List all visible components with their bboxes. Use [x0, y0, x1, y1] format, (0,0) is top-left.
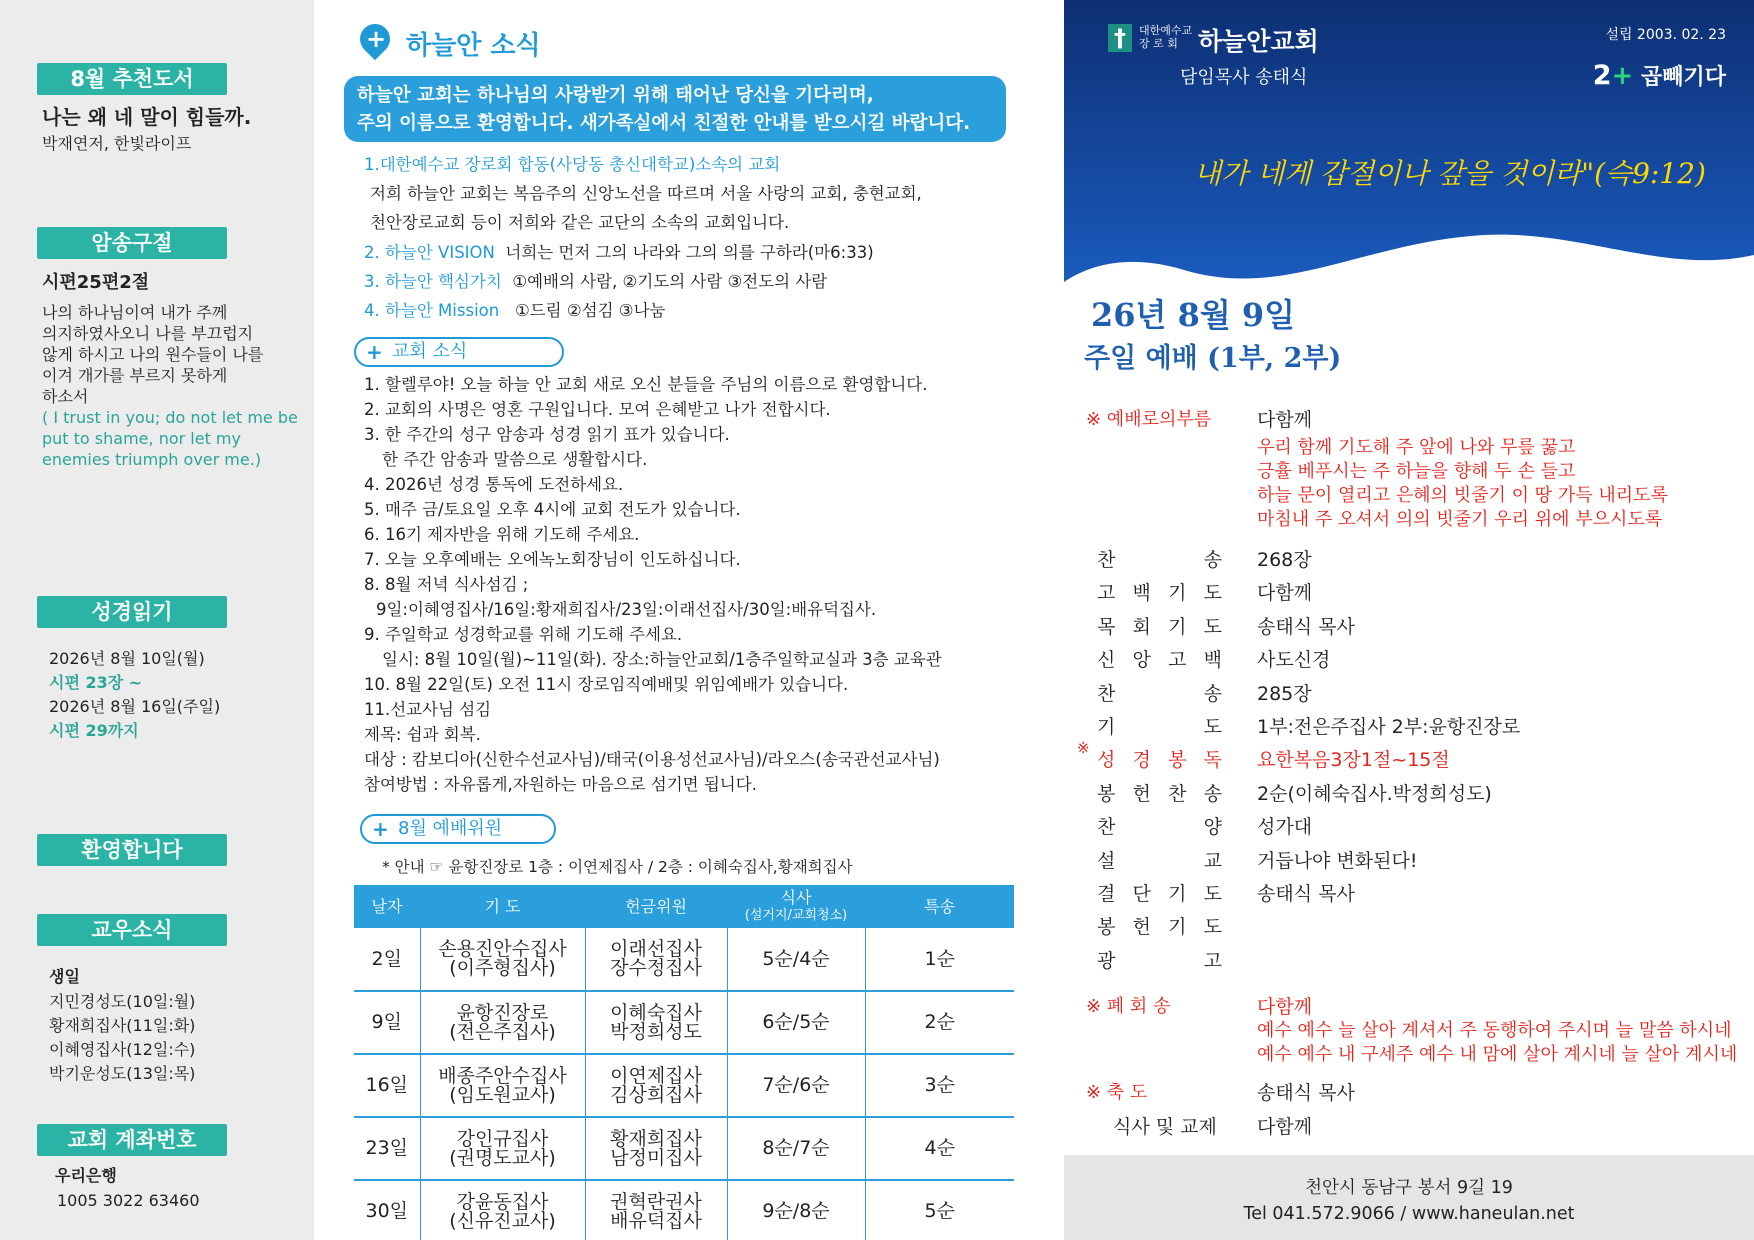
order-label-char: 경 [1132, 749, 1151, 772]
order-row-benediction [1064, 1078, 1754, 1111]
slogan [1593, 60, 1726, 91]
header-meal-sub: (설거지/교회청소) [744, 907, 848, 923]
cell-offering-text: 권혁란권사 [610, 1190, 702, 1213]
memory-line: 나의 하나님이여 내가 주께 [42, 303, 228, 322]
cell-offering-text: 김상희집사 [610, 1083, 702, 1106]
news-item: 대상 : 캄보디아(신한수선교사님)/태국(이용성선교사님)/라오스(송국관선교사님) [364, 750, 940, 769]
middle-column [314, 0, 1064, 1240]
plus-icon: + [365, 25, 387, 53]
order-label-char: 양 [1203, 816, 1222, 839]
order-label [1097, 578, 1222, 605]
cell-date-text: 9일 [371, 1011, 402, 1033]
order-label-char: 단 [1132, 883, 1151, 905]
table-row [354, 1180, 1014, 1240]
core-values-line [364, 271, 827, 293]
order-label-char: 목 [1097, 615, 1116, 638]
order-row [1064, 712, 1754, 745]
cell-date [354, 1054, 420, 1117]
birthday-item: 황재희집사(11일:화) [49, 1016, 196, 1035]
account-number: 1005 3022 63460 [57, 1191, 200, 1210]
order-row [1064, 912, 1754, 945]
lyric-line: 우리 함께 기도해 주 앞에 나와 무릎 꿇고 [1257, 437, 1576, 458]
cell-offering-text: 박정희성도 [610, 1020, 702, 1043]
order-label-char: 찬 [1097, 816, 1116, 839]
order-row [1064, 679, 1754, 712]
header-choir: 특송 [865, 885, 1014, 928]
order-label: ※ 예배로의부름 [1086, 409, 1212, 430]
founded-date: 설립 2003. 02. 23 [1605, 27, 1726, 43]
cell-date [354, 991, 420, 1054]
order-label-char: 앙 [1132, 649, 1151, 672]
reading-plan [49, 647, 220, 743]
intro-banner [344, 76, 1006, 142]
lyric-line: 하늘 문이 열리고 은혜의 빗줄기 이 땅 가득 내리도록 [1257, 485, 1668, 506]
order-label-char: 찬 [1097, 549, 1116, 571]
book-badge: 8월 추천도서 [37, 63, 227, 95]
cell-meal-text: 7순/6순 [762, 1074, 830, 1096]
cell-prayer [420, 928, 585, 991]
duty-table [354, 885, 1014, 1240]
contact-info: Tel 041.572.9066 / www.haneulan.net [1243, 1204, 1575, 1224]
account-badge: 교회 계좌번호 [37, 1124, 227, 1156]
news-item: 7. 오늘 오후예배는 오에녹노회장님이 인도하십니다. [364, 550, 741, 569]
cross-logo-icon: † [1108, 24, 1132, 52]
cell-prayer [420, 1180, 585, 1240]
news-item: 6. 16기 제자반을 위해 기도해 주세요. [364, 525, 640, 544]
order-label-char: 도 [1203, 916, 1222, 939]
table-row [354, 1054, 1014, 1117]
order-label-char: 고 [1168, 649, 1187, 672]
memory-ref: 시편25편2절 [42, 272, 150, 293]
church-news-pill [354, 337, 564, 367]
cell-prayer-text: (이주형집사) [449, 957, 556, 979]
denomination-label [1139, 24, 1192, 50]
cell-offering-text: 이연제집사 [610, 1064, 702, 1087]
birthday-item: 지민경성도(10일:월) [49, 992, 196, 1011]
cell-choir [865, 1117, 1014, 1180]
order-label [1097, 779, 1222, 806]
header-offering: 헌금위원 [585, 885, 727, 928]
header-meal [727, 885, 865, 928]
required-mark: ※ [1077, 739, 1090, 758]
news-item: 5. 매주 금/토요일 오후 4시에 교회 전도가 있습니다. [364, 500, 741, 519]
reading-badge: 성경읽기 [37, 596, 227, 628]
news-item: 4. 2026년 성경 통독에 도전하세요. [364, 475, 624, 494]
about-line: 천안장로교회 등이 저희와 같은 교단의 소속의 교회입니다. [370, 213, 790, 232]
table-row [354, 928, 1014, 991]
order-label-char: 송 [1203, 782, 1222, 805]
order-label-char: 백 [1203, 649, 1222, 672]
closing-lyrics [1257, 1019, 1737, 1067]
order-value: 다함께 [1257, 409, 1313, 431]
cell-offering-text: 이혜숙집사 [610, 1001, 702, 1024]
intro-line: 하늘안 교회는 하나님의 사랑받기 위해 태어난 당신을 기다리며, [357, 85, 874, 106]
birthday-item: 박기운성도(13일:목) [49, 1064, 196, 1083]
order-row-call [1064, 405, 1754, 438]
reading-from-date: 2026년 8월 10일(월) [49, 649, 205, 668]
order-value: 다함께 [1257, 1116, 1313, 1138]
reading-to-ref: 시편 29까지 [49, 721, 139, 740]
cell-date [354, 1180, 420, 1240]
cell-offering [585, 1054, 727, 1117]
news-item: 8. 8월 저녁 식사섬김 ; [364, 575, 529, 594]
cell-choir-text: 4순 [924, 1137, 955, 1159]
order-label: ※ 폐 회 송 [1086, 996, 1171, 1017]
cell-prayer [420, 991, 585, 1054]
cell-meal-text: 8순/7순 [762, 1137, 830, 1159]
cell-prayer-text: 강인규집사 [456, 1127, 549, 1150]
order-row [1064, 812, 1754, 845]
order-value: 송태식 목사 [1257, 615, 1355, 638]
cell-offering-text: 배유덕집사 [610, 1209, 702, 1232]
slogan-number: 2 [1592, 60, 1612, 91]
order-label-char: 도 [1203, 716, 1222, 738]
pastor-name: 담임목사 송태식 [1180, 67, 1308, 88]
slogan-text: 곱빼기다 [1640, 65, 1726, 90]
cell-date [354, 928, 420, 991]
order-label-char: 회 [1132, 615, 1151, 638]
order-value: 사도신경 [1257, 649, 1331, 672]
news-item: 9. 주일학교 성경학교를 위해 기도해 주세요. [364, 625, 683, 644]
call-lyrics [1257, 436, 1668, 532]
order-label-char: 결 [1097, 883, 1116, 905]
cell-offering [585, 928, 727, 991]
cell-prayer-text: (임도원교사) [449, 1083, 556, 1106]
cell-meal-text: 5순/4순 [762, 947, 830, 970]
cell-prayer-text: 손용진안수집사 [438, 938, 567, 960]
denomination-line: 대한예수교 [1139, 24, 1193, 37]
plus-icon: + [1611, 61, 1634, 91]
order-label-char: 교 [1203, 849, 1222, 872]
order-label [1097, 846, 1222, 873]
duty-note: * 안내 ☞ 윤항진장로 1층 : 이연제집사 / 2층 : 이혜숙집사,황재희집사 [382, 858, 853, 876]
news-item: 2. 교회의 사명은 영혼 구원입니다. 모여 은혜받고 나가 전합시다. [364, 400, 831, 419]
cell-offering-text: 이래선집사 [610, 938, 702, 960]
members-badge: 교우소식 [37, 914, 227, 946]
cell-prayer-text: (신유진교사) [449, 1209, 556, 1232]
order-row [1064, 879, 1754, 912]
cell-prayer-text: 강윤동집사 [456, 1190, 549, 1213]
order-label-char: 봉 [1097, 916, 1116, 939]
mission-value: ①드림 ②섬김 ③나눔 [514, 301, 666, 320]
cell-meal [727, 1180, 865, 1240]
right-column [1064, 0, 1754, 1240]
book-author: 박재연저, 한빛라이프 [42, 134, 192, 153]
service-title: 주일 예배 (1부, 2부) [1084, 343, 1342, 374]
order-label [1097, 912, 1222, 939]
order-label: 식사 및 교제 [1113, 1116, 1217, 1138]
order-label [1097, 612, 1222, 639]
memory-line: 이겨 개가를 부르지 못하게 [42, 366, 228, 385]
order-value: 다함께 [1257, 996, 1313, 1018]
cell-choir-text: 1순 [924, 947, 955, 970]
cell-meal [727, 1054, 865, 1117]
table-row [354, 1117, 1014, 1180]
cell-date-text: 16일 [365, 1074, 409, 1096]
cell-offering-text: 황재희집사 [610, 1127, 702, 1150]
theme-verse: 내가 네게 갑절이나 갚을 것이라"(슥9:12) [1194, 157, 1706, 190]
lyric-line: 마침내 주 오셔서 의의 빗줄기 우리 위에 부으시도록 [1257, 509, 1663, 530]
intro-line: 주의 이름으로 환영합니다. 새가족실에서 친절한 안내를 받으시길 바랍니다. [357, 113, 971, 134]
order-row [1064, 779, 1754, 812]
church-news-title: 교회 소식 [392, 341, 468, 362]
order-row [1064, 612, 1754, 645]
core-values-label: 3. 하늘안 핵심가치 [364, 272, 502, 291]
duty-pill [360, 814, 556, 844]
order-label [1097, 812, 1222, 839]
lyric-line: 예수 예수 늘 살아 계셔서 주 동행하여 주시며 늘 말씀 하시네 [1257, 1020, 1732, 1041]
reading-to-date: 2026년 8월 16일(주일) [49, 697, 221, 716]
cell-date-text: 30일 [365, 1200, 409, 1222]
cell-offering [585, 1117, 727, 1180]
order-label [1097, 645, 1222, 672]
reading-from-ref: 시편 23장 ~ [49, 673, 143, 692]
news-item: 1. 할렐루야! 오늘 하늘 안 교회 새로 오신 분들을 주님의 이름으로 환영합니다. [364, 375, 928, 394]
news-item: 일시: 8월 10일(월)~11일(화). 장소:하늘안교회/1층주일학교실과 3층 교육관 [382, 650, 942, 669]
cell-date-text: 2일 [371, 947, 402, 970]
memory-line: 않게 하시고 나의 원수들이 나를 [42, 345, 264, 364]
cell-choir [865, 1180, 1014, 1240]
order-label-char: 도 [1203, 883, 1222, 905]
order-value: 285장 [1257, 682, 1312, 705]
order-row [1064, 946, 1754, 979]
header-prayer: 기 도 [420, 885, 585, 928]
table-header-row [354, 885, 1014, 928]
order-value: 1부:전은주집사 2부:윤항진장로 [1257, 716, 1521, 738]
left-column [0, 0, 314, 1240]
memory-eng-line: put to shame, nor let my [42, 429, 241, 448]
cell-choir-text: 2순 [924, 1011, 955, 1033]
order-label-char: 기 [1168, 582, 1187, 605]
order-label [1097, 745, 1222, 772]
cell-date-text: 23일 [365, 1137, 409, 1159]
order-label-char: 헌 [1132, 782, 1151, 805]
memory-line: 의지하였사오니 나를 부끄럽지 [42, 324, 254, 343]
cell-choir [865, 928, 1014, 991]
order-row-meal [1064, 1112, 1754, 1145]
order-label-char: 헌 [1132, 916, 1151, 939]
birthday-list [49, 990, 195, 1086]
news-item: 한 주간 암송과 말씀으로 생활합시다. [382, 450, 648, 469]
order-label-char: 봉 [1168, 749, 1187, 772]
about-line: 저희 하늘안 교회는 복음주의 신앙노선을 따르며 서울 사랑의 교회, 충현교회, [370, 184, 922, 203]
news-item: 10. 8월 22일(토) 오전 11시 장로임직예배및 위임예배가 있습니다. [364, 675, 849, 694]
news-item: 9일:이혜영집사/16일:황재희집사/23일:이래선집사/30일:배유덕집사. [376, 600, 877, 619]
vision-line [364, 242, 874, 264]
birthday-label: 생일 [49, 967, 80, 986]
cell-meal-text: 9순/8순 [762, 1200, 830, 1222]
order-label-char: 기 [1168, 883, 1187, 905]
cell-prayer-text: (전은주집사) [449, 1020, 556, 1043]
order-label-char: 도 [1203, 582, 1222, 605]
cell-prayer [420, 1117, 585, 1180]
cell-meal [727, 1117, 865, 1180]
order-label-char: 도 [1203, 615, 1222, 638]
news-heading: 하늘안 소식 [406, 31, 541, 61]
church-name: 하늘안교회 [1198, 27, 1319, 56]
cell-meal-text: 6순/5순 [762, 1011, 830, 1033]
plus-icon: + [366, 340, 383, 364]
memory-eng-line: enemies triumph over me.) [42, 450, 262, 469]
order-label-char: 기 [1168, 916, 1187, 939]
order-row [1064, 739, 1754, 778]
order-label-char: 송 [1203, 682, 1222, 705]
news-item: 3. 한 주간의 성구 암송과 성경 읽기 표가 있습니다. [364, 425, 730, 444]
table-row [354, 991, 1014, 1054]
cell-choir-text: 3순 [924, 1074, 955, 1096]
address: 천안시 동남구 봉서 9길 19 [1305, 1178, 1513, 1198]
order-value: 송태식 목사 [1257, 1082, 1355, 1104]
cell-offering [585, 991, 727, 1054]
service-date: 26년 8월 9일 [1091, 296, 1296, 334]
order-label-char: 백 [1132, 582, 1151, 605]
memory-badge: 암송구절 [37, 227, 227, 259]
lyric-line: 예수 예수 내 구세주 예수 내 맘에 살아 계시네 늘 살아 계시네 [1257, 1044, 1738, 1065]
plus-icon: + [372, 817, 389, 841]
book-title: 나는 왜 네 말이 힘들까. [42, 105, 252, 129]
welcome-badge: 환영합니다 [37, 834, 227, 866]
order-row [1064, 645, 1754, 678]
order-row [1064, 578, 1754, 611]
cell-prayer-text: (권명도교사) [449, 1146, 556, 1169]
news-item: 제목: 쉼과 회복. [364, 725, 481, 744]
order-value: 요한복음3장1절~15절 [1257, 749, 1450, 772]
order-label-char: 찬 [1168, 782, 1187, 805]
birthday-item: 이혜영집사(12일:수) [49, 1040, 196, 1059]
lyric-line: 긍휼 베푸시는 주 하늘을 향해 두 손 들고 [1257, 461, 1576, 482]
cell-prayer [420, 1054, 585, 1117]
order-label-char: 찬 [1097, 682, 1116, 705]
cell-offering [585, 1180, 727, 1240]
header-meal-label: 식사 [780, 887, 812, 907]
order-label-char: 독 [1203, 749, 1222, 772]
cell-prayer-text: 윤항진장로 [456, 1001, 549, 1024]
duty-title: 8월 예배위원 [398, 818, 503, 839]
cell-offering-text: 남정미집사 [610, 1146, 702, 1169]
denomination-line: 장 로 회 [1139, 37, 1178, 50]
order-label-char: 광 [1097, 949, 1116, 972]
news-item: 11.선교사님 섬김 [364, 700, 492, 719]
order-value: 송태식 목사 [1257, 883, 1355, 905]
about-heading: 1.대한예수교 장로회 합동(사당동 총신대학교)소속의 교회 [364, 155, 781, 174]
cell-meal [727, 928, 865, 991]
order-label-char: 성 [1097, 749, 1116, 772]
order-label-char: 기 [1097, 716, 1116, 738]
order-value: 2순(이혜숙집사.박정희성도) [1257, 782, 1492, 805]
order-label-char: 설 [1097, 849, 1116, 872]
vision-label: 2. 하늘안 VISION [364, 243, 495, 262]
order-value: 다함께 [1257, 582, 1313, 605]
news-item: 참여방법 : 자유롭게,자원하는 마음으로 섬기면 됩니다. [364, 775, 757, 794]
order-label-char: 신 [1097, 649, 1116, 672]
order-row [1064, 846, 1754, 879]
memory-eng-line: ( I trust in you; do not let me be [42, 408, 298, 427]
cell-choir-text: 5순 [924, 1200, 955, 1222]
footer [1064, 1155, 1754, 1240]
order-value: 거듭나야 변화된다! [1257, 849, 1418, 872]
core-values-value: ①예배의 사람, ②기도의 사람 ③전도의 사람 [512, 272, 828, 291]
order-label: ※ 축 도 [1086, 1082, 1148, 1103]
order-label-char: 송 [1203, 549, 1222, 571]
order-label [1097, 879, 1222, 906]
order-row [1064, 545, 1754, 578]
cell-choir [865, 991, 1014, 1054]
vision-value: 너희는 먼저 그의 나라와 그의 의를 구하라(마6:33) [505, 243, 874, 262]
mission-label: 4. 하늘안 Mission [364, 301, 500, 320]
cell-meal [727, 991, 865, 1054]
cell-date [354, 1117, 420, 1180]
cell-choir [865, 1054, 1014, 1117]
order-label [1097, 679, 1222, 706]
order-value: 268장 [1257, 549, 1312, 571]
header-date: 날자 [354, 885, 420, 928]
mission-line [364, 300, 665, 322]
order-label [1097, 946, 1222, 973]
order-label [1097, 712, 1222, 739]
memory-line: 하소서 [42, 387, 89, 406]
memory-text [42, 302, 298, 470]
order-label-char: 고 [1097, 582, 1116, 605]
cell-prayer-text: 배종주안수집사 [438, 1064, 567, 1087]
bank-name: 우리은행 [55, 1166, 117, 1185]
order-label-char: 고 [1203, 949, 1222, 972]
order-label-char: 봉 [1097, 782, 1116, 805]
cell-offering-text: 장수정집사 [610, 957, 702, 979]
order-label [1097, 545, 1222, 572]
order-label-char: 기 [1168, 615, 1187, 638]
order-value: 성가대 [1257, 816, 1313, 839]
